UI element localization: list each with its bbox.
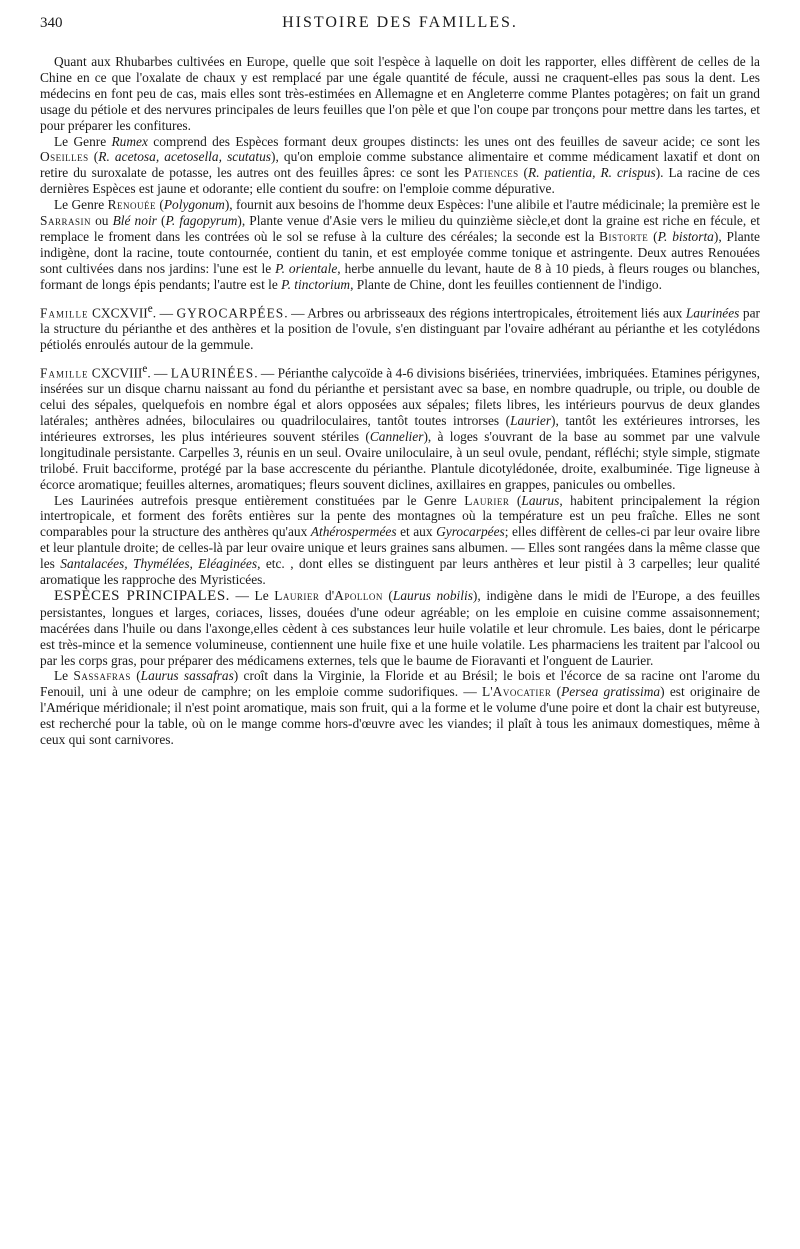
species-common-name: Laurier <box>274 587 320 603</box>
species-latin-name: P. fagopyrum <box>165 213 238 229</box>
paragraph-especes-principales <box>40 588 760 669</box>
text-run: ) croît dans la Virginie, la Floride et au Brésil; le bois et l'écorce de sa racine ont l'arome du Fenouil, uni à une odeur de camphre; on les emploie comme sudorifiques. — L' <box>40 668 760 700</box>
text-run: ), à loges s'ouvrant de la base au sommet par une valvule longitudinale persistante. Carpelles 3, réunis en un seul. Ovaire uniloculaire, à un seul ovule, pendant, réfléchi; style simple, stigmate trilobé. Fruit bacciforme, protégé par la base accrescente du périanthe. Plantule dicotylédonée, droite, exalbuminée. Tige ligneuse à écorce aromatique; feuilles alternes, aromatiques; fleurs souvent diclines, axillaires en grappes, panicules ou ombelles. <box>40 428 760 492</box>
text-run: ( <box>130 668 141 684</box>
paragraph-sassafras <box>40 668 760 748</box>
family-gyrocarpees <box>40 302 760 353</box>
text-run: Les Laurinées autrefois presque entièrement constituées par le Genre <box>54 492 465 508</box>
text-run: ) est originaire de l'Amérique méridionale; il n'est point aromatique, mais son fruit, qui a la forme et le volume d'une poire et dont la chair est butyreuse, est recherché pour la table, où on le mange comme hors-d'œuvre avec les viandes; il plaît à tous les animaux domestiques, même à ceux qui sont carnivores. <box>40 684 760 748</box>
species-common-name: Oseilles <box>40 149 89 165</box>
species-common-name: Sarrasin <box>40 213 91 229</box>
species-common-name: Avocatier <box>492 684 552 700</box>
ordinal-suffix: e <box>147 302 153 315</box>
family-number: CXCXVII <box>88 305 148 321</box>
text-run: — Le <box>229 587 275 603</box>
text-run: . — <box>152 305 177 321</box>
genus-name: Polygonum <box>163 197 225 213</box>
text-run: ( <box>518 165 529 181</box>
paragraph-rumex <box>40 134 760 198</box>
text-run: ; elles diffèrent de celles-ci par leur ovaire libre et leur plantule droite; de celles-là par leur ovaire unique et leurs graines sans albumen. — Elles sont rangées dans la même classe que les <box>40 524 760 572</box>
species-common-name-alt: Blé noir <box>112 213 157 229</box>
running-title: HISTOIRE DES FAMILLES. <box>282 14 518 31</box>
text-run: , habitent principalement la région intertropicale, et forment des forêts entières sur la pente des montagnes où la température est un peu fraîche. Elles ne sont comparables pour la structure des anthères qu'aux <box>40 492 760 540</box>
text-run: Le Genre <box>54 133 112 149</box>
page-number: 340 <box>40 15 63 31</box>
family-number: CXCVIII <box>88 365 143 381</box>
paragraph-renouee <box>40 197 760 292</box>
text-run: ( <box>88 149 99 165</box>
text-run: ( <box>382 587 393 603</box>
species-latin-name: P. bistorta <box>657 228 714 244</box>
genus-common-name: Renouée <box>107 197 157 213</box>
text-run: par la structure du périanthe et des anthères et la position de l'ovule, s'en distinguant par l'ovaire adhérant au périanthe et les cotylédons pétiolés enroulés autour de la gemmule. <box>40 305 761 352</box>
species-latin-name: Laurus sassafras <box>140 668 234 684</box>
text-run: ). La racine de ces dernières Espèces est jaune et odorante; elle contient du soufre: on l'emploie comme dépurative. <box>40 165 760 197</box>
text-run: ), Plante indigène, dont la racine, toute contournée, contient du tanin, et est employée comme tonique et astringente. Deux autres Renouées sont cultivées dans nos jardins: l'une est le <box>40 228 760 276</box>
species-latin-name: Laurus nobilis <box>392 587 473 603</box>
genus-common-name: Laurier <box>464 492 510 508</box>
family-reference: Laurinées <box>685 305 740 321</box>
species-latin-name: R. acetosa, acetosella, scutatus <box>98 149 271 165</box>
family-name: LAURINÉES <box>170 365 255 381</box>
text-run: ), fournit aux besoins de l'homme deux Espèces: l'une alibile et l'autre médicinale; la première est le <box>224 197 761 213</box>
text-run: ), indigène dans le midi de l'Europe, a des feuilles persistantes, longues et larges, coriaces, lisses, douées d'une odeur agréable; on les emploie en cuisine comme assaisonnement; macérées dans l'huile ou dans l'axonge,elles cèdent à ces substances leur huile volatile et leur chromule. Les baies, dont le péricarpe est très-mince et la semence volumineuse, contiennent une huile fixe et une huile volatile. Les pharmaciens les traitent par l'alcool ou par les corps gras, pour préparer des médicamens externes, tels que le baume de Fioravanti et l'onguent de Laurier. <box>40 587 760 668</box>
text-run: , etc. , dont elles se distinguent par leurs anthères et leur pistil à 3 carpelles; leur qualité aromatique les rapproche des Myristicées. <box>40 556 760 588</box>
text-run: . — <box>147 365 171 381</box>
paragraph-rhubarbes <box>40 54 760 134</box>
genus-reference: Cannelier <box>369 428 424 444</box>
paragraph-laurinees <box>40 493 760 588</box>
text-run: comprend des Espèces formant deux groupes distincts: les unes ont des feuilles de saveur acide; ce sont les <box>147 133 760 149</box>
text-run: ( <box>551 684 562 700</box>
text-run: ), qu'on emploie comme substance alimentaire et comme médicament laxatif et dont on retire du suroxalate de potasse, les autres ont des feuilles âpres: ce sont les <box>40 149 760 181</box>
species-common-name: Bistorte <box>599 228 649 244</box>
family-reference: Athérospermées <box>310 524 397 540</box>
text-run: , herbe annuelle du levant, haute de 8 à 10 pieds, à fleurs rouges ou blanches, formant de longs épis pendants; l'autre est le <box>40 260 760 292</box>
family-reference: Santalacées, Thymélées, Eléaginées <box>60 556 258 572</box>
ordinal-suffix: e <box>142 362 148 375</box>
family-label: Famille <box>40 305 89 321</box>
species-common-name: Sassafras <box>73 668 131 684</box>
species-latin-name: Persea gratissima <box>561 684 661 700</box>
family-reference: Gyrocarpées <box>436 524 505 540</box>
text-run: ( <box>156 213 166 229</box>
text-run: ( <box>509 492 522 508</box>
family-name: GYROCARPÉES <box>176 305 285 321</box>
text-run: Le <box>54 668 74 684</box>
species-latin-name: R. patientia, R. crispus <box>528 165 656 181</box>
family-label: Famille <box>40 365 89 381</box>
text-run: Le Genre <box>54 197 108 213</box>
text-run: ), Plante venue d'Asie vers le milieu du quinzième siècle,et dont la graine est riche en fécule, et remplace le froment dans les contrées où le sol se refuse à la culture des céréales; la seconde est la <box>40 213 760 244</box>
family-laurinees <box>40 362 760 493</box>
text-run: et aux <box>396 524 437 540</box>
species-common-name: Patiences <box>464 165 519 181</box>
running-head <box>40 14 760 44</box>
genus-name: Rumex <box>111 133 148 149</box>
species-common-name: Apollon <box>334 587 383 603</box>
text-run: d' <box>319 587 335 603</box>
genus-name: Laurus <box>521 492 560 508</box>
text-run: ou <box>90 213 113 229</box>
genus-reference: Laurier <box>510 412 552 428</box>
section-heading: ESPÈCES PRINCIPALES. <box>54 587 230 604</box>
species-latin-name: P. tinctorium <box>281 276 351 292</box>
text-run: , Plante de Chine, dont les feuilles contiennent de l'indigo. <box>350 276 662 292</box>
text-run: ( <box>648 228 658 244</box>
text-run: Quant aux Rhubarbes cultivées en Europe, quelle que soit l'espèce à laquelle on doit les rapporter, elles diffèrent de celles de la Chine en ce que l'oxalate de chaux y est remplacé par une égale quantité de fécule, aussi ne craquent-elles pas sous la dent. Les médecins en font peu de cas, mais elles sont très-estimées en Allemagne et en Angleterre comme Plantes potagères; on fait un grand usage du pétiole et des nervures principales de leurs feuilles que l'on pèle et que l'on coupe par tronçons pour mettre dans les tartes, et pour préparer les confitures. <box>40 54 760 133</box>
text-run: . — Périanthe calycoïde à 4-6 divisions bisériées, trinerviées, imbriquées. Etamines périgynes, insérées sur un disque charnu naissant au fond du périanthe et persistant avec sa base, en nombre quadruple, ou triple, ou double de celui des sépales, quelquefois en nombre égal et alors opposées aux sépales; filets libres, les intérieurs pourvus de deux glandes latérales; anthères adnées, biloculaires ou quadriloculaires, tantôt toutes introrses ( <box>40 365 760 428</box>
text-run: ( <box>156 197 164 213</box>
species-latin-name: P. orientale <box>275 260 338 276</box>
text-run: . — Arbres ou arbrisseaux des régions intertropicales, étroitement liés aux <box>284 305 686 321</box>
text-run: ), tantôt les extérieures introrses, les intérieures extrorses, les plus intérieures souvent stériles ( <box>40 412 760 444</box>
